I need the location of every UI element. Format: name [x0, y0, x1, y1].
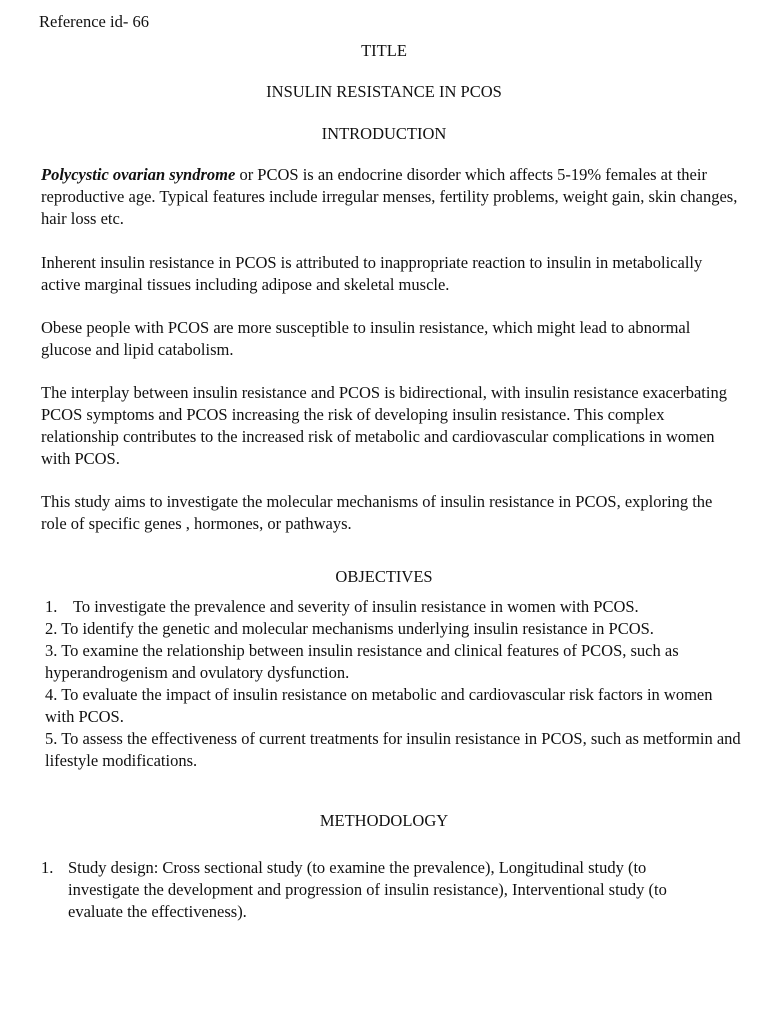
objective-item: [45, 684, 745, 728]
objective-item: [45, 618, 745, 640]
objective-number: 4.: [45, 685, 58, 704]
methodology-heading: METHODOLOGY: [319, 811, 449, 830]
objective-text: To evaluate the impact of insulin resistance on metabolic and cardiovascular risk factors in women with PCOS.: [45, 685, 713, 726]
introduction-heading: INTRODUCTION: [321, 124, 447, 143]
reference-id: Reference id- 66: [39, 12, 149, 31]
methodology-item: [41, 857, 721, 923]
objectives-heading: OBJECTIVES: [335, 567, 433, 586]
intro-paragraph-1: [41, 164, 741, 230]
objective-number: 5.: [45, 729, 58, 748]
objective-text: To investigate the prevalence and severity of insulin resistance in women with PCOS.: [73, 597, 639, 616]
intro-paragraph-4: The interplay between insulin resistance and PCOS is bidirectional, with insulin resistance exacerbating PCOS symptoms and PCOS increasing the risk of developing insulin resistance. This complex relationship contributes to the increased risk of metabolic and cardiovascular complications in women with PCOS.: [41, 383, 727, 468]
objectives-list: [45, 596, 745, 772]
intro-paragraph-3: Obese people with PCOS are more susceptible to insulin resistance, which might lead to abnormal glucose and lipid catabolism.: [41, 318, 691, 359]
title-heading: TITLE: [361, 41, 407, 60]
objective-text: To examine the relationship between insulin resistance and clinical features of PCOS, such as hyperandrogenism and ovulatory dysfunction.: [45, 641, 679, 682]
objective-number: 2.: [45, 619, 58, 638]
objective-number: 1.: [45, 597, 58, 616]
intro-paragraph-2: Inherent insulin resistance in PCOS is attributed to inappropriate reaction to insulin in metabolically active marginal tissues including adipose and skeletal muscle.: [41, 253, 703, 294]
methodology-number: 1.: [41, 858, 54, 877]
objective-item: [45, 640, 745, 684]
objective-item: [45, 596, 745, 618]
objective-item: [45, 728, 745, 772]
objective-text: To assess the effectiveness of current treatments for insulin resistance in PCOS, such as metformin and lifestyle modifications.: [45, 729, 741, 770]
objective-text: To identify the genetic and molecular mechanisms underlying insulin resistance in PCOS.: [61, 619, 654, 638]
intro-paragraph-5: This study aims to investigate the molecular mechanisms of insulin resistance in PCOS, exploring the role of specific genes , hormones, or pathways.: [41, 492, 713, 533]
intro-paragraph-1-text: or PCOS is an endocrine disorder which affects 5-19% females at their reproductive age. Typical features include irregular menses, fertility problems, weight gain, skin changes, hair loss etc.: [41, 165, 738, 228]
intro-emphasis: Polycystic ovarian syndrome: [41, 165, 236, 184]
document-title: INSULIN RESISTANCE IN PCOS: [266, 82, 502, 101]
objective-number: 3.: [45, 641, 58, 660]
methodology-text: Study design: Cross sectional study (to examine the prevalence), Longitudinal study (to investigate the development and progression of insulin resistance), Interventional study (to evaluate the effectiveness).: [68, 858, 667, 921]
